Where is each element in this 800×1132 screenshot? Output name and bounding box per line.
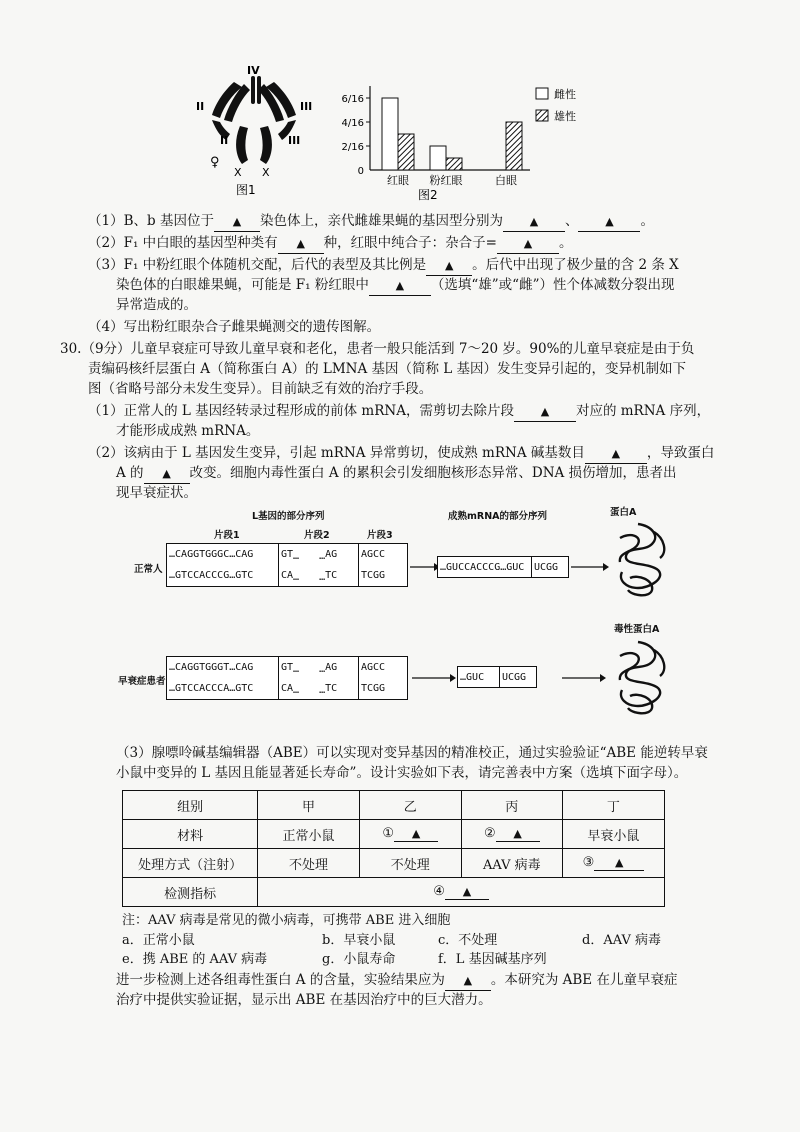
- experiment-design-table: [122, 790, 665, 907]
- roman-iii-lower: III: [288, 134, 301, 147]
- category-label: 红眼: [387, 174, 409, 187]
- segment-3-label: 片段3: [367, 530, 393, 541]
- normal-person-label: 正常人: [134, 564, 163, 575]
- patient-gene-segment-2: GT … … AG CA … … TC: [279, 657, 359, 699]
- bar-红眼-雄性: [398, 134, 414, 170]
- table-row-detect: 检测指标 ④ ▲: [123, 878, 665, 907]
- blank-table-2[interactable]: ② ▲: [461, 820, 562, 849]
- patient-mrna-box: … GUC UCGG: [457, 666, 537, 688]
- toxic-protein-a-title: 毒性蛋白A: [614, 624, 660, 635]
- blank-q29-1c[interactable]: ▲: [578, 212, 640, 232]
- blank-q29-1b[interactable]: ▲: [503, 212, 565, 232]
- roman-iv: IV: [247, 64, 260, 77]
- bar-粉红眼-雌性: [430, 146, 446, 170]
- option-g: g．小鼠寿命: [322, 952, 396, 967]
- q29-part3-line2: 染色体的白眼雄果蝇，可能是 F₁ 粉红眼中 ▲ （选填“雄”或“雌”）性个体减数分裂出现: [116, 276, 674, 296]
- blank-q29-3a[interactable]: ▲: [426, 256, 472, 276]
- normal-gene-segment-2: GT … … AG CA … … TC: [279, 544, 359, 586]
- blank-table-4[interactable]: ④ ▲: [258, 878, 665, 907]
- patient-label: 早衰症患者: [118, 676, 166, 687]
- normal-gene-segment-3: AGCC TCGG: [361, 549, 386, 581]
- q29-part4: （4）写出粉红眼杂合子雌果蝇测交的遗传图解。: [88, 319, 381, 335]
- figure-2-bar-chart: [330, 78, 600, 204]
- normal-gene-segment-1: … CAGGTGGGC … CAG … GTCCACCCG … GTC: [167, 544, 279, 586]
- q29-part2: （2）F₁ 中白眼的基因型种类有 ▲ 种，红眼中纯合子：杂合子= ▲ 。: [88, 234, 572, 254]
- q30-intro-1: 30.（9分）儿童早衰症可导致儿童早衰和老化，患者一般只能活到 7～20 岁。90%的儿童早衰症是由于负: [60, 341, 695, 357]
- arrow-patient-1: [410, 671, 456, 685]
- option-b: b．早衰小鼠: [322, 933, 396, 948]
- toxic-protein-a-structure: [608, 636, 676, 720]
- legend-male-label: 雄性: [554, 110, 576, 123]
- protein-a-title: 蛋白A: [610, 507, 637, 518]
- blank-q30-1[interactable]: ▲: [514, 402, 576, 422]
- mrna-sequence-title: 成熟mRNA的部分序列: [448, 511, 548, 522]
- protein-a-structure: [608, 518, 676, 602]
- q29-part3: （3）F₁ 中粉红眼个体随机交配，后代的表型及其比例是 ▲ 。后代中出现了极少量的含 2 条 X: [88, 256, 679, 276]
- blank-q29-1a[interactable]: ▲: [214, 212, 260, 232]
- y-tick-label: 2/16: [341, 142, 364, 153]
- bar-白眼-雄性: [506, 122, 522, 170]
- conclusion-line1: 进一步检测上述各组毒性蛋白 A 的含量，实验结果应为 ▲ 。本研究为 ABE 在儿童早衰症: [116, 971, 677, 991]
- y-tick-label: 4/16: [341, 118, 364, 129]
- arrow-patient-2: [560, 671, 606, 685]
- q30-part2-line2: A 的 ▲ 改变。细胞内毒性蛋白 A 的累积会引发细胞核形态异常、DNA 损伤增加，患者出: [116, 464, 677, 484]
- option-f: f．L 基因碱基序列: [438, 952, 547, 967]
- blank-q29-2a[interactable]: ▲: [278, 234, 324, 254]
- legend-male-swatch: [536, 110, 548, 121]
- gene-sequence-title: L基因的部分序列: [252, 511, 325, 522]
- blank-q29-2b[interactable]: ▲: [497, 234, 559, 254]
- patient-gene-segment-3: AGCC TCGG: [361, 662, 386, 694]
- table-row-header: 组别 甲 乙 丙 丁: [123, 791, 665, 820]
- figure-1-chromosomes: [190, 60, 330, 200]
- conclusion-line2: 治疗中提供实验证据，显示出 ABE 在基因治疗中的巨大潜力。: [116, 992, 492, 1008]
- blank-q30-result[interactable]: ▲: [445, 971, 491, 991]
- option-c: c．不处理: [438, 933, 498, 948]
- blank-table-3[interactable]: ③ ▲: [562, 849, 664, 878]
- table-row-material: 材料 正常小鼠 ① ▲ ② ▲ 早衰小鼠: [123, 820, 665, 849]
- q30-part3-line2: 小鼠中变异的 L 基因且能显著延长寿命”。设计实验如下表，请完善表中方案（选填下面字母）。: [116, 765, 688, 781]
- option-a: a．正常小鼠: [122, 933, 195, 948]
- normal-gene-box: [166, 543, 408, 587]
- q30-part1-line2: 才能形成成熟 mRNA。: [116, 423, 260, 439]
- blank-q30-2b[interactable]: ▲: [144, 464, 190, 484]
- q30-part2: （2）该病由于 L 基因发生变异，引起 mRNA 异常剪切，使成熟 mRNA 碱基数目 ▲ ，导致蛋白: [88, 444, 714, 464]
- y-tick-label: 0: [357, 166, 364, 177]
- category-label: 粉红眼: [429, 174, 463, 187]
- patient-gene-box: [166, 656, 408, 700]
- option-e: e．携 ABE 的 AAV 病毒: [122, 952, 268, 967]
- q29-part3-line3: 异常造成的。: [116, 297, 197, 313]
- legend-female-swatch: [536, 88, 548, 99]
- table-row-treatment: 处理方式（注射） 不处理 不处理 AAV 病毒 ③ ▲: [123, 849, 665, 878]
- arrow-normal-1: [408, 560, 440, 574]
- q30-intro-2: 责编码核纤层蛋白 A（简称蛋白 A）的 LMNA 基因（简称 L 基因）发生变异引起的，变异机制如下: [88, 361, 687, 377]
- bar-红眼-雌性: [382, 98, 398, 170]
- q30-part1: （1）正常人的 L 基因经转录过程形成的前体 mRNA，需剪切去除片段 ▲ 对应的 mRNA 序列，: [88, 402, 710, 422]
- q30-intro-3: 图（省略号部分未发生变异）。目前缺乏有效的治疗手段。: [88, 381, 433, 397]
- blank-table-1[interactable]: ① ▲: [359, 820, 461, 849]
- figure-2-caption: 图2: [418, 188, 438, 202]
- table-note: 注：AAV 病毒是常见的微小病毒，可携带 ABE 进入细胞: [122, 913, 451, 928]
- roman-ii-lower: II: [220, 134, 229, 147]
- option-d: d．AAV 病毒: [582, 933, 661, 948]
- figure-1-caption: 图1: [236, 183, 256, 197]
- legend-female-label: 雌性: [554, 88, 576, 101]
- patient-gene-segment-1: … CAGGTGGGT … CAG … GTCCACCCA … GTC: [167, 657, 279, 699]
- blank-q29-3b[interactable]: ▲: [369, 276, 431, 296]
- category-label: 白眼: [495, 174, 517, 187]
- blank-q30-2a[interactable]: ▲: [585, 444, 647, 464]
- q29-part1: （1）B、b 基因位于 ▲ 染色体上，亲代雌雄果蝇的基因型分别为 ▲ 、 ▲ 。: [88, 212, 654, 232]
- roman-ii-left: II: [196, 100, 205, 113]
- segment-2-label: 片段2: [304, 530, 330, 541]
- normal-mrna-box: … GUCCACCCG … GUC UCGG: [437, 556, 569, 578]
- female-symbol: ♀: [210, 155, 220, 170]
- x-label-1: X: [234, 166, 242, 179]
- q30-part2-line3: 现早衰症状。: [116, 485, 197, 501]
- q30-part3-line1: （3）腺嘌呤碱基编辑器（ABE）可以实现对变异基因的精准校正，通过实验验证“ABE 能逆转早衰: [116, 745, 708, 761]
- roman-iii-right: III: [300, 100, 313, 113]
- segment-1-label: 片段1: [214, 530, 240, 541]
- bar-粉红眼-雄性: [446, 158, 462, 170]
- x-label-2: X: [262, 166, 270, 179]
- arrow-normal-2: [569, 560, 609, 574]
- y-tick-label: 6/16: [341, 94, 364, 105]
